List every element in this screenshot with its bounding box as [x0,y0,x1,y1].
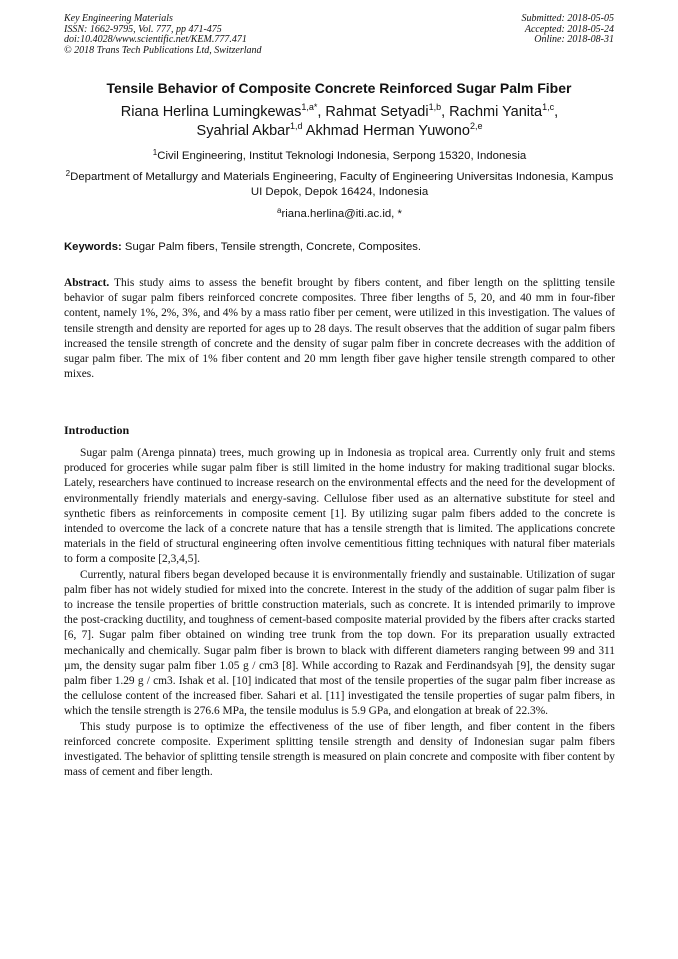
corresponding-email [64,207,615,222]
author-affiliation-mark: 2,e [469,121,483,131]
abstract [64,276,615,382]
keywords [64,241,615,253]
publication-dates [522,14,615,46]
journal-issn: ISSN: 1662-9795, Vol. 777, pp 471-475 [64,23,222,35]
section-heading-introduction: Introduction [64,423,130,437]
email-mark: a [277,206,282,215]
submitted-date: Submitted: 2018-05-05 [521,13,614,24]
author-affiliation-mark: 1,a* [301,102,318,112]
accepted-date: Accepted: 2018-05-24 [524,23,614,35]
paper-title: Tensile Behavior of Composite Concrete Reinforced Sugar Palm Fiber [106,80,572,96]
affiliation-mark: 2 [65,169,71,178]
author-list [64,103,615,141]
author-affiliation-mark: 1,c [542,102,555,112]
affiliation-text: Civil Engineering, Institut Teknologi Indonesia, Serpong 15320, Indonesia [157,150,527,162]
author-name: Akhmad Herman Yuwono [305,123,470,139]
affiliation-mark: 1 [152,148,158,157]
author-name: Syahrial Akbar [196,123,291,139]
author-name: Rahmat Setyadi [325,104,429,120]
affiliation-1 [64,149,615,164]
affiliation-2 [64,170,615,200]
paragraph: This study purpose is to optimize the effectiveness of the use of fiber length, and fiber content in the fibers reinforced concrete composite. Experiment splitting tensile strength and density of Indonesian sugar palm fibers investigated. The behavior of splitting tensile strength is measured on plain concrete and composite with fiber content by mass of cement and fiber length. [64,720,615,779]
abstract-label: Abstract. [64,277,110,289]
author-name: Riana Herlina Lumingkewas [120,104,302,120]
author-affiliation-mark: 1,b [428,102,442,112]
paragraph: Sugar palm (Arenga pinnata) trees, much growing up in Indonesia as tropical area. Currently only fruit and stems produced for groceries while sugar palm fiber is still limited in the home industry for making traditional sugar blocks. Lately, researchers have continued to increase research on the environmental effects and the need for the development of environmentally friendly materials and energy-saving. Cellulose fiber used as an alternative substitute for steel and synthetic fibers as reinforcements in composite cement [1]. By utilizing sugar palm fibers added to the concrete is intended to overcome the lack of a concrete nature that has a tensile strength that is limited. The applications concrete materials in the field of structural engineering often involve cementitious fitting techniques with natural fiber materials to form a composite [2,3,4,5]. [64,447,615,566]
author-separator: , [441,104,450,120]
abstract-text: This study aims to assess the benefit brought by fibers content, and fiber length on the splitting tensile behavior of sugar palm fibers reinforced concrete composites. Three fiber lengths of 5, 20, and 40 mm in four-fiber content, namely 1%, 2%, 3%, and 4% by a mass ratio fiber per cement, were utilized in this investigation. The values of tensile strength and density are reported for ages up to 28 days. The result observes that the addition of sugar palm fibers increased the tensile strength of concrete and the density of sugar palm fiber in concrete decreases with the addition of sugar palm fiber. The mix of 1% fiber content and 20 mm length fiber gave higher tensile strength compared to other mixes. [64,277,615,381]
keywords-label: Keywords: [64,241,122,253]
author-name: Rachmi Yanita [449,104,543,120]
journal-copyright: © 2018 Trans Tech Publications Ltd, Switzerland [64,44,262,56]
introduction-body [64,446,615,780]
paragraph: Currently, natural fibers began developed because it is environmentally friendly and sustainable. Utilization of sugar palm fiber has not widely studied for mixed into the concrete. Interest in the study of the addition of sugar palm fiber is to increase the tensile properties of brittle construction materials, such as concrete. It is intended primarily to improve the post-cracking ductility, and toughness of cement-based composite material provided by the fibers after cracks started [6, 7]. Sugar palm fiber obtained on winding tree trunk from the top down. For its preparation usually extracted mechanically and chemically. Sugar palm fiber is brown to black with different diameters ranging between 99 and 311 µm, the density sugar palm fiber 1.05 g / cm3 [8]. While according to Razak and Ferdinandsyah [9], the density sugar palm fiber 1.29 g / cm3. Ishak et al. [10] indicated that most of the tensile properties of the sugar palm fiber increase as the cellulose content of the increased fiber. Sahari et al. [11] investigated the tensile properties of sugar palm fibers, in which the tensile strength is 276.6 MPa, the tensile modulus is 5.9 GPa, and elongation at break of 22.3%. [64,568,615,718]
author-affiliation-mark: 1,d [290,121,303,131]
author-separator: , [554,104,559,120]
affiliation-text: Department of Metallurgy and Materials Engineering, Faculty of Engineering Universitas Indonesia, Kampus UI Depok, Depok 16424, Indonesia [70,171,614,198]
journal-header [64,14,262,56]
journal-name: Key Engineering Materials [64,13,173,24]
email-text: riana.herlina@iti.ac.id, * [281,208,402,220]
online-date: Online: 2018-08-31 [534,34,614,46]
journal-doi: doi:10.4028/www.scientific.net/KEM.777.471 [64,34,247,46]
author-separator: , [317,104,326,120]
keywords-text: Sugar Palm fibers, Tensile strength, Concrete, Composites. [121,241,422,253]
